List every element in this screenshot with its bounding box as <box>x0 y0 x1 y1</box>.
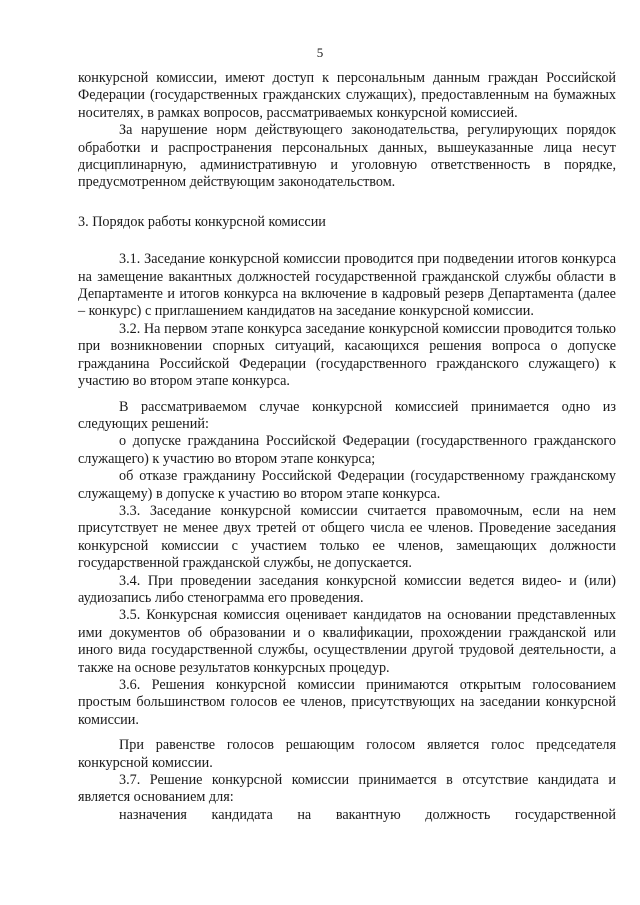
paragraph: За нарушение норм действующего законодательства, регулирующих порядок обработки и распространения персональных данных, вышеуказанные лица несут дисциплинарную, административную и уголовную ответственность в порядке, предусмотренном действующим законодательством. <box>78 122 616 191</box>
paragraph: 3.7. Решение конкурсной комиссии принимается в отсутствие кандидата и является основанием для: <box>78 772 616 806</box>
paragraph: об отказе гражданину Российской Федерации (государственному гражданскому служащему) в допуске к участию во втором этапе конкурса. <box>78 468 616 502</box>
paragraph: 3.1. Заседание конкурсной комиссии проводится при подведении итогов конкурса на замещение вакантных должностей государственной гражданской службы области в Департаменте и итогов конкурса на включение в кадровый резерв Департамента (далее – конкурс) с приглашением кандидатов на заседание конкурсной комиссии. <box>78 251 616 320</box>
paragraph: 3.3. Заседание конкурсной комиссии считается правомочным, если на нем присутствует не менее двух третей от общего числа ее членов. Проведение заседания конкурсной комиссии с участием только ее членов, замещающих должности государственной гражданской службы, не допускается. <box>78 502 616 572</box>
page-number: 5 <box>316 45 324 60</box>
section-heading: 3. Порядок работы конкурсной комиссии <box>78 213 326 230</box>
paragraph: конкурсной комиссии, имеют доступ к персональным данным граждан Российской Федерации (государственных гражданских служащих), предоставленным на бумажных носителях, в рамках вопросов, рассматриваемых конкурсной комиссией. <box>78 70 616 121</box>
paragraph: 3.5. Конкурсная комиссия оценивает кандидатов на основании представленных ими документов об образовании и о квалификации, прохождении гражданской или иного вида государственной службы, осуществлении другой трудовой деятельности, а также на основе результатов конкурсных процедур. <box>78 607 616 676</box>
paragraph: 3.2. На первом этапе конкурса заседание конкурсной комиссии проводится только при возникновении спорных ситуаций, касающихся решения вопроса о допуске гражданина Российской Федерации (государственного гражданского служащего) к участию во втором этапе конкурса. <box>78 320 616 390</box>
paragraph: В рассматриваемом случае конкурсной комиссией принимается одно из следующих решений: <box>78 398 616 432</box>
paragraph: о допуске гражданина Российской Федерации (государственного гражданского служащего) к участию во втором этапе конкурса; <box>78 433 616 467</box>
document-body <box>78 70 616 824</box>
paragraph: 3.6. Решения конкурсной комиссии принимаются открытым голосованием простым большинством голосов ее членов, присутствующих на заседании конкурсной комиссии. <box>78 677 616 728</box>
paragraph: 3.4. При проведении заседания конкурсной комиссии ведется видео- и (или) аудиозапись либо стенограмма его проведения. <box>78 572 616 606</box>
paragraph: назначения кандидата на вакантную должность государственной <box>119 806 616 823</box>
paragraph: При равенстве голосов решающим голосом является голос председателя конкурсной комиссии. <box>78 737 616 771</box>
